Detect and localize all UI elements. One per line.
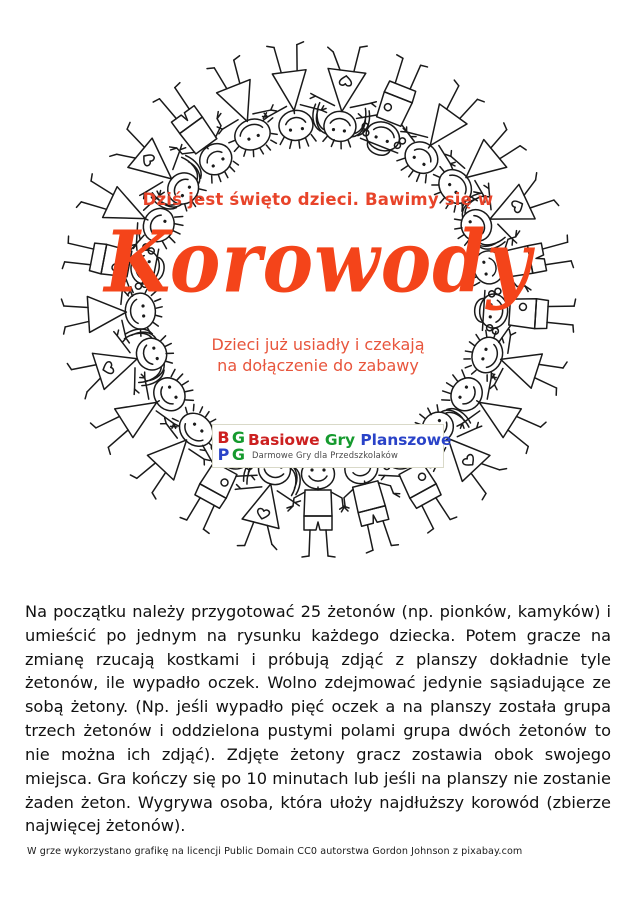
logo-mark-icon	[216, 429, 246, 463]
publisher-logo[interactable]	[212, 424, 452, 468]
rules-paragraph: Na początku należy przygotować 25 żetonów (np. pionków, kamyków) i umieścić po jednym na rysunku każdego dziecka. Potem gracze na zmianę rzucają kostkami i próbują zdjąć z planszy dokładnie tyle żetonów, ile wypadło oczek. Wolno zdejmować jedynie sąsiadujące ze sobą żetony. (Np. jeśli wypadło pięć oczek a na planszy została grupa trzech żetonów i oddzielona pustymi polami grupa dwóch żetonów to nie można ich zdjąć). Zdjęte żetony gracz zostawia obok swojego miejsca. Gra kończy się po 10 minutach lub jeśli na planszy nie zostanie żaden żeton. Wygrywa osoba, która ułoży najdłuższy korowód (zbierze najwięcej żetonów).	[25, 602, 611, 836]
children-figures	[60, 40, 577, 558]
page-title: Korowody	[104, 211, 532, 312]
logo-title	[248, 430, 452, 449]
logo-mark-letter-p: P	[217, 444, 230, 464]
attribution-credit: W grze wykorzystano grafikę na licencji Public Domain CC0 autorstwa Gordon Johnson z pixabay.com	[27, 846, 523, 857]
rules-text-block	[25, 600, 611, 838]
sub-tagline-line-1: Dzieci już usiadły i czekają	[211, 334, 425, 354]
tagline: Dziś jest święto dzieci. Bawimy się w	[142, 190, 494, 209]
logo-word-basiowe: Basiowe	[248, 430, 320, 449]
logo-mark-letter-g2: G	[231, 444, 246, 464]
logo-subtitle: Darmowe Gry dla Przedszkolaków	[252, 450, 398, 461]
logo-word-planszowe: Planszowe	[360, 430, 452, 449]
logo-text-group	[246, 430, 452, 461]
logo-mark-letter-b: B	[217, 427, 230, 447]
logo-word-gry: Gry	[324, 430, 356, 449]
logo-mark-letter-g1: G	[231, 427, 246, 447]
sub-tagline-line-2: na dołączenie do zabawy	[217, 356, 419, 376]
